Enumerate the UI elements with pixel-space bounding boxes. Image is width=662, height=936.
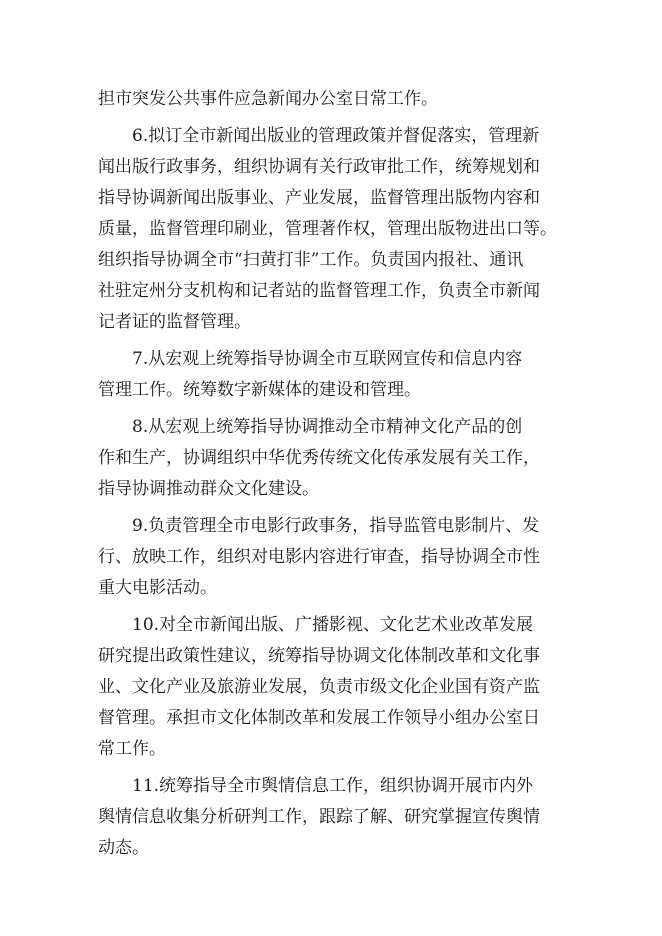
text-line: 6.拟订全市新闻出版业的管理政策并督促落实，管理新 [132, 126, 540, 146]
text-line: 10.对全市新闻出版、广播影视、文化艺术业改革发展 [132, 615, 534, 635]
text-line: 督管理。承担市文化体制改革和发展工作领导小组办公室日 [98, 708, 540, 728]
text-line: 研究提出政策性建议，统筹指导协调文化体制改革和文化事 [98, 646, 540, 666]
text-line: 记者证的监督管理。 [98, 312, 251, 332]
text-line: 重大电影活动。 [98, 578, 217, 598]
text-line: 组织指导协调全市“扫黄打非”工作。负责国内报社、通讯 [98, 250, 524, 270]
text-line: 舆情信息收集分析研判工作，跟踪了解、研究掌握宣传舆情 [98, 807, 540, 827]
paragraph-item-10 [98, 610, 578, 765]
paragraph-item-7 [98, 344, 578, 406]
text-line: 闻出版行政事务，组织协调有关行政审批工作，统筹规划和 [98, 157, 540, 177]
paragraph-item-6 [98, 121, 578, 338]
text-line: 动态。 [98, 838, 149, 858]
text-line: 指导协调新闻出版事业、产业发展，监督管理出版物内容和 [98, 188, 540, 208]
text-line: 9.负责管理全市电影行政事务，指导监管电影制片、发 [132, 516, 540, 536]
text-line: 指导协调推动群众文化建设。 [98, 479, 319, 499]
paragraph-item-8 [98, 412, 578, 505]
text-line: 担市突发公共事件应急新闻办公室日常工作。 [98, 89, 438, 109]
paragraph-item-9 [98, 511, 578, 604]
text-line: 管理工作。统筹数字新媒体的建设和管理。 [98, 380, 421, 400]
text-line: 11.统筹指导全市舆情信息工作，组织协调开展市内外 [132, 776, 534, 796]
text-line: 作和生产，协调组织中华优秀传统文化传承发展有关工作， [98, 448, 540, 468]
text-line: 质量，监督管理印刷业，管理著作权，管理出版物进出口等。 [98, 219, 557, 239]
text-line: 业、文化产业及旅游业发展，负责市级文化企业国有资产监 [98, 677, 540, 697]
paragraph-continuation [98, 84, 578, 115]
text-line: 7.从宏观上统筹指导协调全市互联网宣传和信息内容 [132, 349, 523, 369]
text-line: 行、放映工作，组织对电影内容进行审查，指导协调全市性 [98, 547, 540, 567]
document-body [98, 84, 578, 864]
text-line: 8.从宏观上统筹指导协调推动全市精神文化产品的创 [132, 417, 523, 437]
text-line: 社驻定州分支机构和记者站的监督管理工作，负责全市新闻 [98, 281, 540, 301]
text-line: 常工作。 [98, 739, 166, 759]
paragraph-item-11 [98, 771, 578, 864]
